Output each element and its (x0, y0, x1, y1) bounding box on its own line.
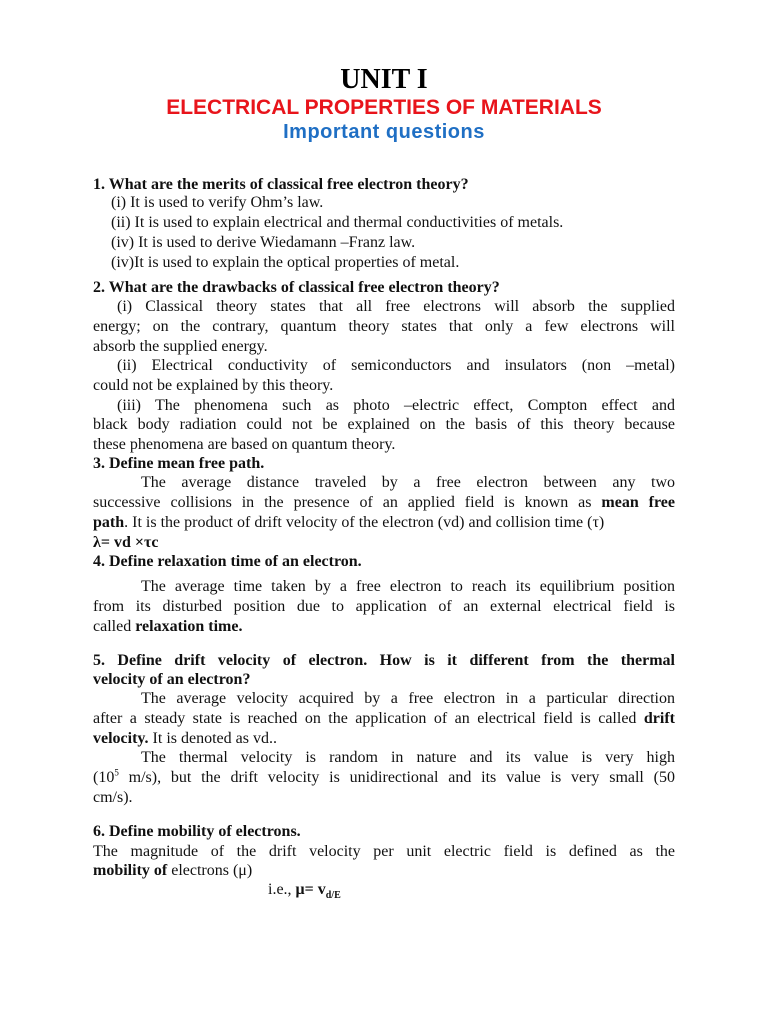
question-3: 3. Define mean free path. (93, 455, 265, 472)
q3-formula: λ= vd ×τc (93, 534, 159, 551)
question-6: 6. Define mobility of electrons. (93, 823, 301, 840)
question-2: 2. What are the drawbacks of classical free electron theory? (93, 279, 500, 296)
q4-line-1: The average time taken by a free electron to reach its equilibrium position (141, 578, 675, 595)
q5-line-3: velocity. It is denoted as vd.. (93, 730, 277, 747)
q2-line-5: could not be explained by this theory. (93, 377, 334, 394)
question-5-cont: velocity of an electron? (93, 671, 251, 688)
q6-line-2: mobility of electrons (μ) (93, 862, 253, 879)
q2-line-7: black body radiation could not be explained on the basis of this theory because (93, 416, 675, 433)
document-subtitle: Important questions (283, 121, 485, 143)
q6-line-1: The magnitude of the drift velocity per unit electric field is defined as the (93, 843, 675, 860)
q2-line-3: absorb the supplied energy. (93, 338, 268, 355)
q2-line-6: (iii) The phenomena such as photo –electric effect, Compton effect and (117, 397, 675, 414)
q3-line-3: path. It is the product of drift velocity of the electron (vd) and collision time (τ) (93, 514, 605, 531)
q6-formula: i.e., $\mu= v_{d/E}$ (268, 881, 341, 902)
q1-item-1: (i) It is used to verify Ohm’s law. (111, 194, 324, 211)
question-1: 1. What are the merits of classical free electron theory? (93, 176, 469, 193)
q4-line-3: called relaxation time. (93, 618, 243, 635)
q5-line-1: The average velocity acquired by a free electron in a particular direction (141, 690, 675, 707)
q3-line-2: successive collisions in the presence of an applied field is known as mean free (93, 494, 676, 511)
q1-item-2: (ii) It is used to explain electrical and thermal conductivities of metals. (111, 214, 564, 231)
question-5: 5. Define drift velocity of electron. How is it different from the thermal (93, 652, 675, 669)
document-title: ELECTRICAL PROPERTIES OF MATERIALS (166, 96, 602, 119)
unit-title: UNIT I (340, 64, 428, 95)
q5-line-5: ($10^5$ m/s), but the drift velocity is unidirectional and its value is very small (50 (93, 767, 675, 786)
q1-item-3: (iv) It is used to derive Wiedamann –Franz law. (111, 234, 416, 251)
q2-line-8: these phenomena are based on quantum theory. (93, 436, 396, 453)
q2-line-2: energy; on the contrary, quantum theory states that only a few electrons will (93, 318, 675, 335)
q5-line-4: The thermal velocity is random in nature and its value is very high (141, 749, 675, 766)
q5-line-2: after a steady state is reached on the application of an electrical field is called drift (93, 710, 675, 727)
question-4: 4. Define relaxation time of an electron. (93, 553, 362, 570)
q1-item-4: (iv)It is used to explain the optical properties of metal. (111, 254, 460, 271)
q5-line-6: cm/s). (93, 789, 133, 806)
q2-line-4: (ii) Electrical conductivity of semiconductors and insulators (non –metal) (117, 357, 675, 374)
q3-line-1: The average distance traveled by a free electron between any two (141, 474, 675, 491)
q2-line-1: (i) Classical theory states that all free electrons will absorb the supplied (117, 298, 675, 315)
q4-line-2: from its disturbed position due to application of an external electrical field is (93, 598, 675, 615)
